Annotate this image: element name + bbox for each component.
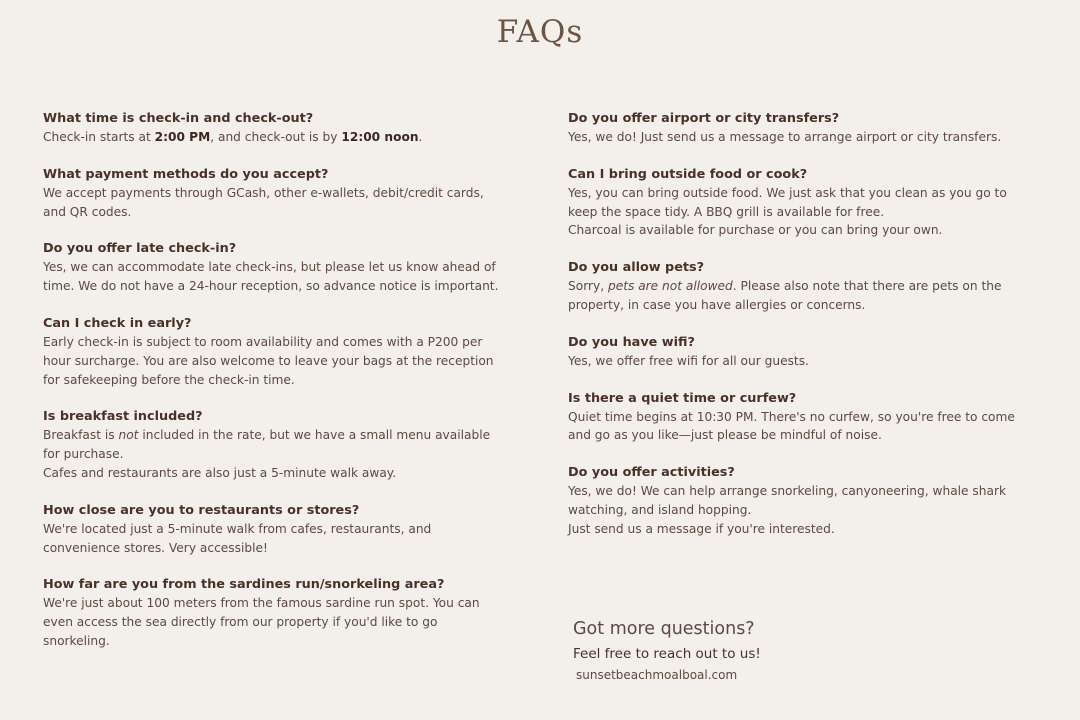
website-link[interactable]: sunsetbeachmoalboal.com	[576, 668, 738, 682]
faq-answer: We're located just a 5-minute walk from cafes, restaurants, and convenience stores. Very accessible!	[43, 521, 432, 555]
faq-item	[43, 408, 503, 482]
contact-subtitle: Feel free to reach out to us!	[573, 646, 761, 662]
faq-item	[568, 110, 1038, 147]
faq-question: How close are you to restaurants or stores?	[43, 502, 360, 518]
contact-title: Got more questions?	[573, 619, 755, 639]
faq-question: How far are you from the sardines run/snorkeling area?	[43, 577, 445, 593]
faq-column-right	[568, 110, 1038, 558]
faq-answer: We're just about 100 meters from the famous sardine run spot. You can even access the sea directly from our property if you'd like to go snorkeling.	[43, 596, 480, 648]
faq-item	[43, 240, 503, 296]
faq-item	[43, 110, 503, 147]
faq-answer: We accept payments through GCash, other e-wallets, debit/credit cards, and QR codes.	[43, 185, 484, 219]
faq-item	[43, 576, 503, 650]
faq-question: Can I bring outside food or cook?	[568, 166, 808, 182]
faq-question: Do you allow pets?	[568, 260, 705, 276]
faq-answer: Sorry, pets are not allowed. Please also note that there are pets on the property, in case you have allergies or concerns.	[568, 279, 1002, 312]
faq-question: What time is check-in and check-out?	[43, 111, 314, 126]
faq-answer: Breakfast is not included in the rate, but we have a small menu available for purchase. Cafes and restaurants are also just a 5-minute walk away.	[43, 428, 491, 480]
faq-item	[568, 259, 1038, 315]
faq-question: Is breakfast included?	[43, 409, 203, 425]
faq-item	[568, 390, 1038, 446]
faq-answer: Yes, we do! Just send us a message to arrange airport or city transfers.	[568, 130, 1002, 144]
faq-question: Can I check in early?	[43, 315, 192, 331]
faq-item	[568, 334, 1038, 371]
faq-answer: Check-in starts at 2:00 PM, and check-out is by 12:00 noon.	[43, 130, 423, 144]
faq-question: Do you have wifi?	[568, 334, 695, 350]
page-title: FAQs	[496, 14, 584, 50]
faq-answer: Yes, we do! We can help arrange snorkeling, canyoneering, whale shark watching, and island hopping. Just send us a message if you're interested.	[568, 484, 1007, 536]
faq-column-left	[43, 110, 503, 670]
contact-section	[573, 618, 761, 682]
faq-answer: Yes, you can bring outside food. We just ask that you clean as you go to keep the space tidy. A BBQ grill is available for free. Charcoal is available for purchase or you can bring your own.	[568, 185, 1007, 238]
faq-item	[43, 166, 503, 222]
faq-answer: Early check-in is subject to room availability and comes with a P200 per hour surcharge. You are also welcome to leave your bags at the reception for safekeeping before the check-in time.	[43, 334, 494, 387]
faq-item	[43, 502, 503, 558]
faq-item	[43, 315, 503, 389]
faq-item	[568, 464, 1038, 538]
faq-answer: Yes, we can accommodate late check-ins, but please let us know ahead of time. We do not have a 24-hour reception, so advance notice is important.	[43, 260, 499, 294]
faq-answer: Yes, we offer free wifi for all our guests.	[568, 353, 809, 368]
faq-item	[568, 166, 1038, 240]
faq-answer: Quiet time begins at 10:30 PM. There's no curfew, so you're free to come and go as you like—just please be mindful of noise.	[568, 409, 1015, 443]
faq-question: What payment methods do you accept?	[43, 166, 329, 182]
faq-question: Do you offer airport or city transfers?	[568, 111, 840, 126]
faq-question: Do you offer activities?	[568, 465, 735, 481]
faq-question: Do you offer late check-in?	[43, 241, 237, 257]
faq-question: Is there a quiet time or curfew?	[568, 390, 797, 406]
